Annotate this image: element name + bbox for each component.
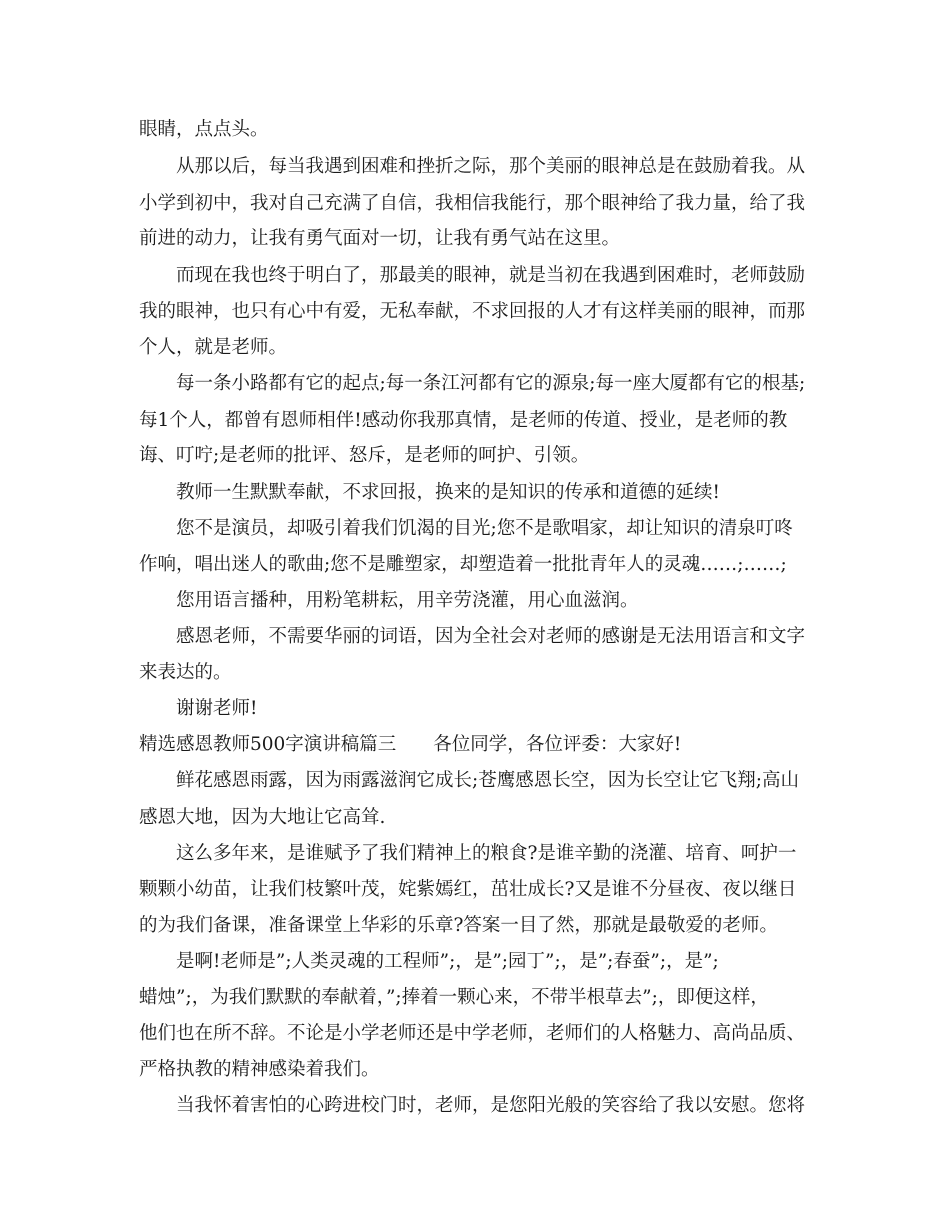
text-line: 蜡烛”;，为我们默默的奉献着，”;捧着一颗心来，不带半根草去”;，即便这样， <box>139 987 769 1008</box>
text-line: 他们也在所不辞。不论是小学老师还是中学老师，老师们的人格魅力、高尚品质、 <box>139 1023 806 1044</box>
text-line: 诲、叮咛;是老师的批评、怒斥，是老师的呵护、引领。 <box>139 445 590 466</box>
text-line: 作响，唱出迷人的歌曲;您不是雕塑家，却塑造着一批批青年人的灵魂……;……; <box>139 554 787 575</box>
text-line: 而现在我也终于明白了，那最美的眼神，就是当初在我遇到困难时，老师鼓励 <box>176 265 806 286</box>
text-line: 这么多年来，是谁赋予了我们精神上的粮食?是谁辛勤的浇灌、培育、呵护一 <box>176 843 797 864</box>
text-line: 我的眼神，也只有心中有爱，无私奉献，不求回报的人才有这样美丽的眼神，而那 <box>139 301 806 322</box>
text-line: 教师一生默默奉献，不求回报，换来的是知识的传承和道德的延续! <box>176 482 720 503</box>
text-line: 前进的动力，让我有勇气面对一切，让我有勇气站在这里。 <box>139 228 621 249</box>
text-line: 来表达的。 <box>139 662 232 683</box>
text-line: 的为我们备课，准备课堂上华彩的乐章?答案一目了然，那就是最敬爱的老师。 <box>139 915 778 936</box>
text-line: 是啊!老师是”;人类灵魂的工程师”;，是”;园丁”;，是”;春蚕”;，是”; <box>176 951 719 972</box>
text-line: 小学到初中，我对自己充满了自信，我相信我能行，那个眼神给了我力量，给了我 <box>139 193 806 214</box>
text-line: 每1个人，都曾有恩师相伴!感动你我那真情，是老师的传道、授业，是老师的教 <box>139 410 788 431</box>
text-line: 您不是演员，却吸引着我们饥渴的目光;您不是歌唱家，却让知识的清泉叮咚 <box>176 518 793 539</box>
text-line: 严格执教的精神感染着我们。 <box>139 1059 380 1080</box>
text-line: 颗颗小幼苗，让我们枝繁叶茂，姹紫嫣红，茁壮成长?又是谁不分昼夜、夜以继日 <box>139 879 797 900</box>
text-line: 每一条小路都有它的起点;每一条江河都有它的源泉;每一座大厦都有它的根基; <box>176 373 806 394</box>
text-line: 从那以后，每当我遇到困难和挫折之际，那个美丽的眼神总是在鼓励着我。从 <box>176 156 806 177</box>
text-line: 个人，就是老师。 <box>139 337 288 358</box>
text-line: 鲜花感恩雨露，因为雨露滋润它成长;苍鹰感恩长空，因为长空让它飞翔;高山 <box>176 770 799 791</box>
text-line: 当我怀着害怕的心跨进校门时，老师，是您阳光般的笑容给了我以安慰。您将 <box>176 1095 806 1116</box>
section-heading: 精选感恩教师500字演讲稿篇三 各位同学，各位评委：大家好! <box>139 734 682 755</box>
text-line: 感恩老师，不需要华丽的词语，因为全社会对老师的感谢是无法用语言和文字 <box>176 626 806 647</box>
text-line: 您用语言播种，用粉笔耕耘，用辛劳浇灌，用心血滋润。 <box>176 590 639 611</box>
text-line: 感恩大地，因为大地让它高耸. <box>139 807 386 828</box>
text-line: 眼睛，点点头。 <box>139 119 269 140</box>
text-line: 谢谢老师! <box>176 698 258 719</box>
